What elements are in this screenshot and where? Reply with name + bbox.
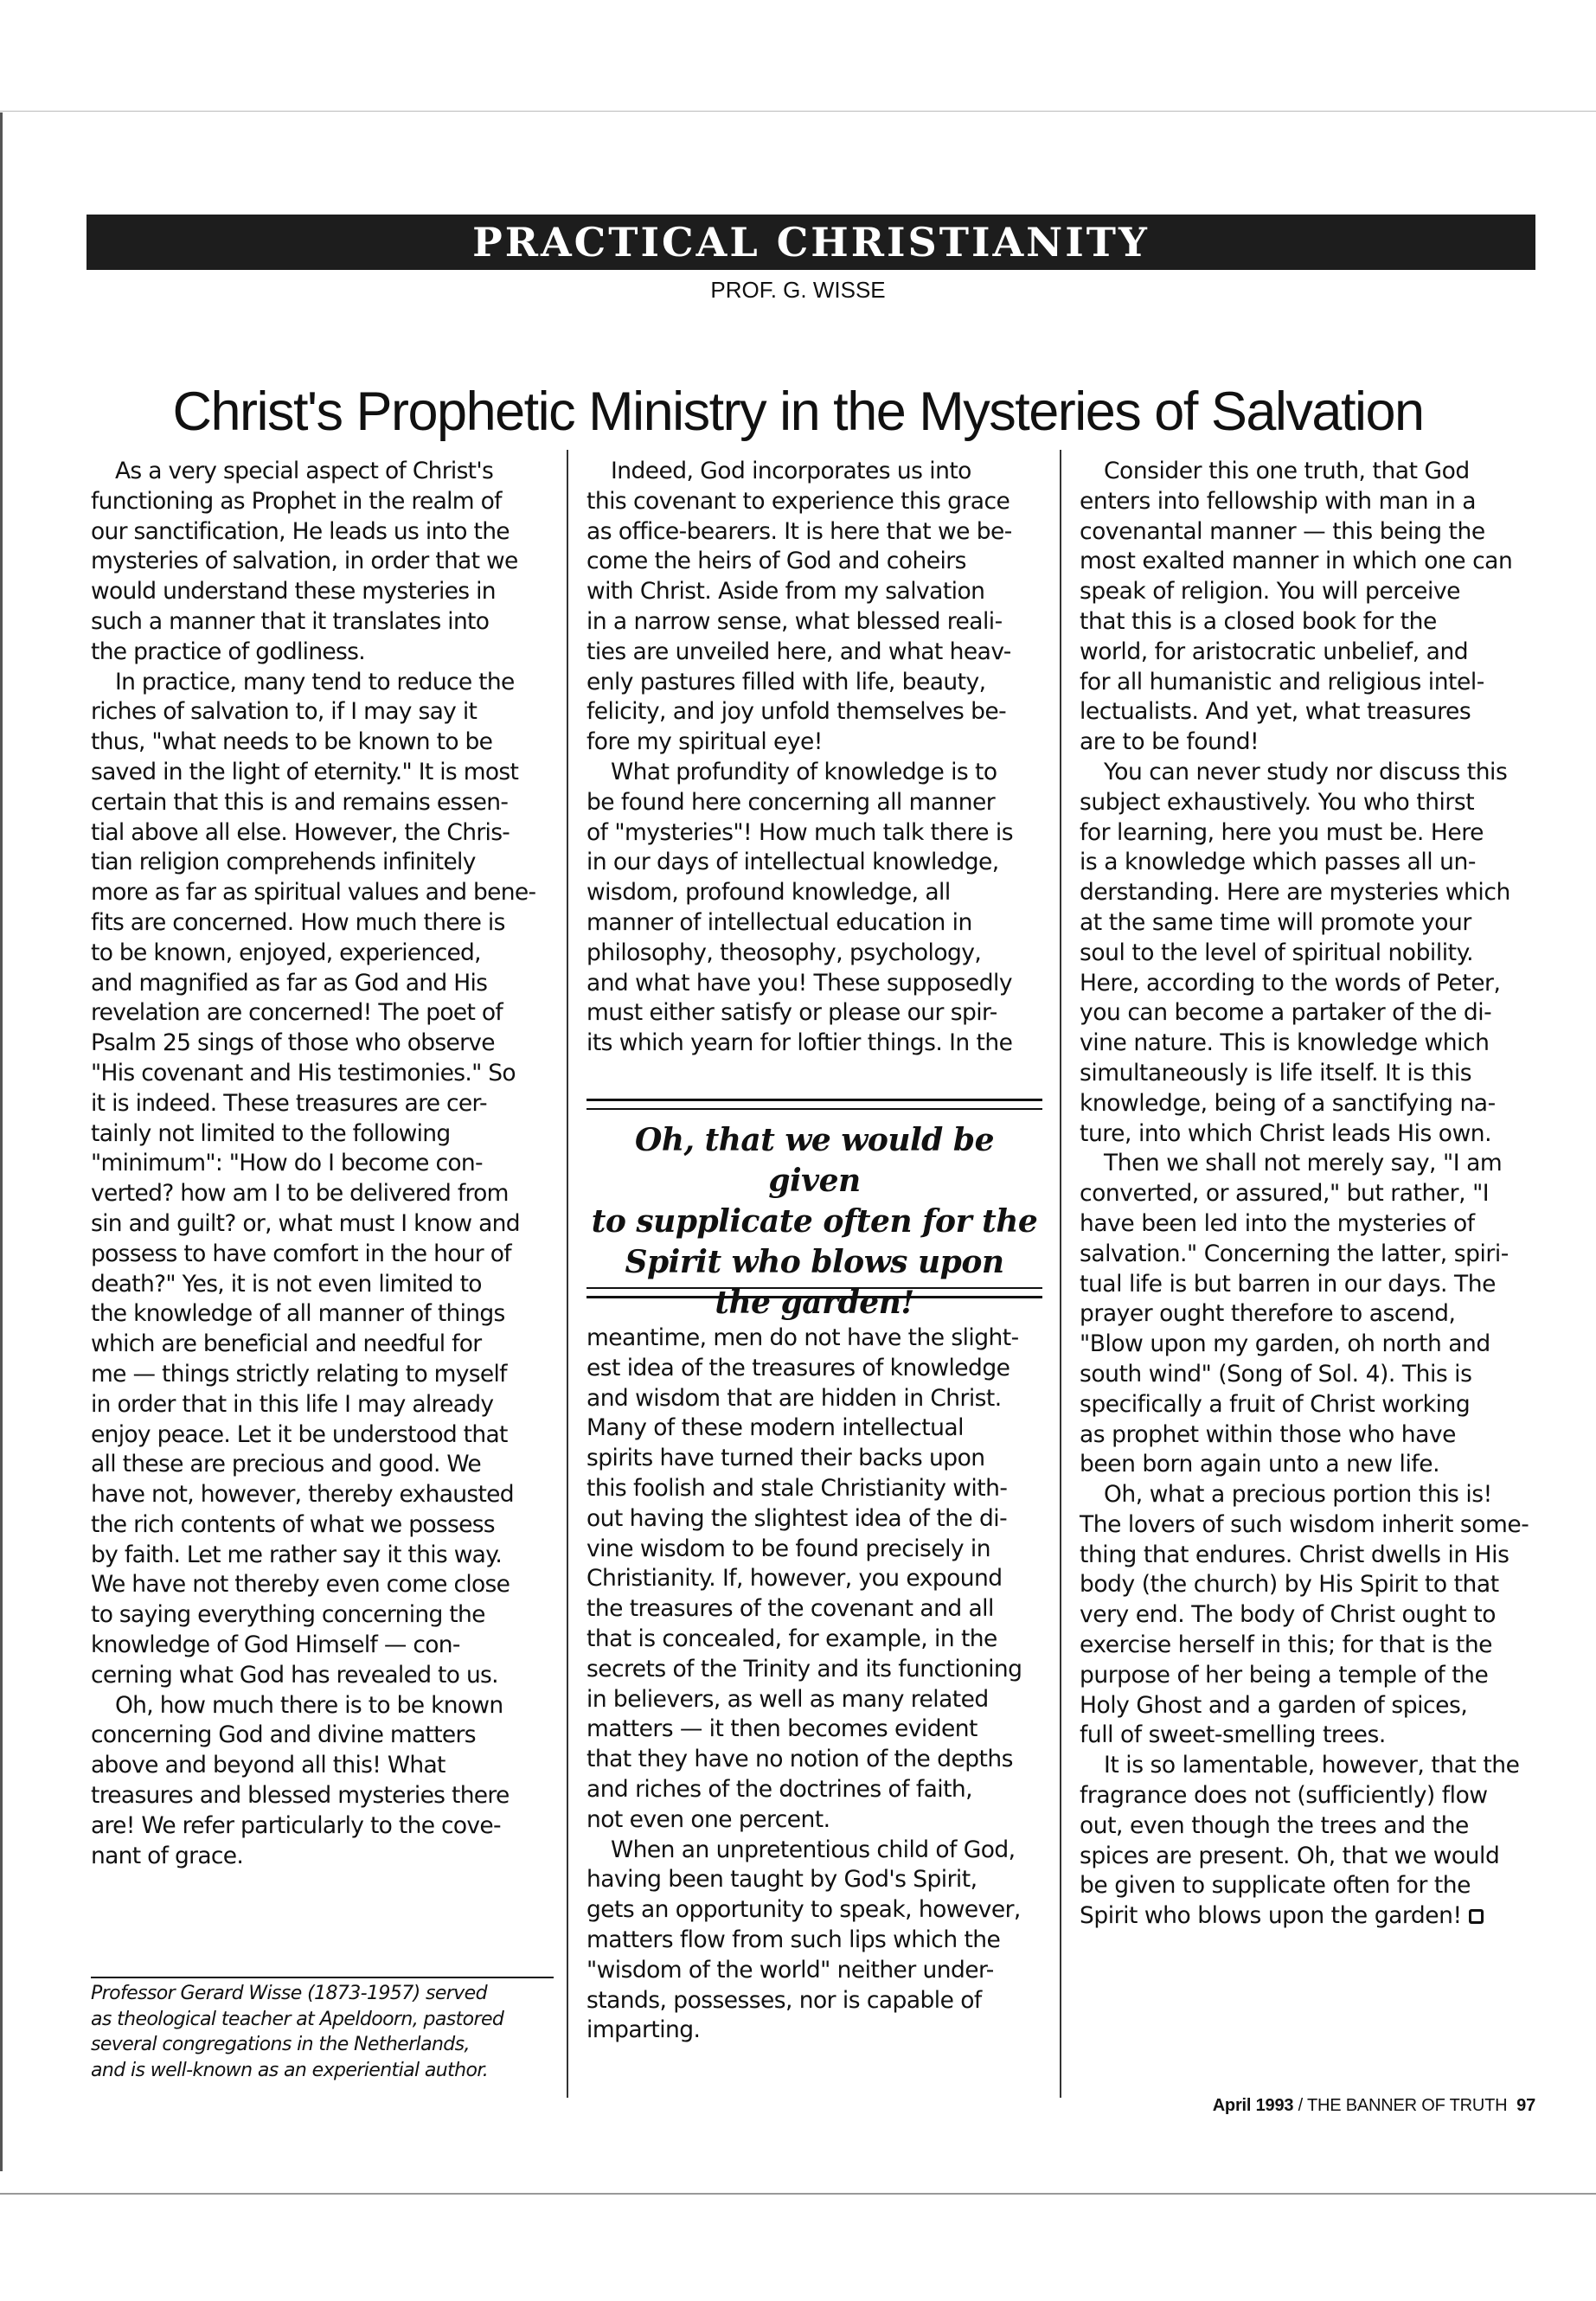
last-text-line bbox=[1080, 1901, 1538, 1932]
text-line: nant of grace. bbox=[91, 1842, 244, 1869]
text-line: Holy Ghost and a garden of spices, bbox=[1080, 1691, 1468, 1719]
text-line: of "mysteries"! How much talk there is bbox=[586, 818, 1013, 846]
column-2-text-top bbox=[586, 457, 1041, 1059]
end-of-article-icon bbox=[1469, 1909, 1484, 1924]
text-line: covenantal manner — this being the bbox=[1080, 517, 1485, 545]
text-line: subject exhaustively. You who thirst bbox=[1080, 788, 1475, 816]
footer-separator: / bbox=[1293, 2096, 1308, 2115]
text-line: wisdom, profound knowledge, all bbox=[586, 879, 951, 907]
text-line: purpose of her being a temple of the bbox=[1080, 1661, 1489, 1689]
text-line: est idea of the treasures of knowledge bbox=[586, 1354, 1010, 1381]
text-line: to saying everything concerning the bbox=[91, 1601, 485, 1629]
text-line: and what have you! These supposedly bbox=[586, 969, 1012, 997]
text-line: out, even though the trees and the bbox=[1080, 1811, 1469, 1839]
column-2-text-bottom bbox=[586, 1324, 1041, 2046]
pullquote-rule-top bbox=[586, 1099, 1042, 1110]
text-line: most exalted manner in which one can bbox=[1080, 548, 1513, 575]
issue-date: April 1993 bbox=[1212, 2096, 1294, 2115]
text-line: knowledge, being of a sanctifying na- bbox=[1080, 1089, 1496, 1117]
text-line: such a manner that it translates into bbox=[91, 607, 490, 635]
text-line: verted? how am I to be delivered from bbox=[91, 1180, 509, 1208]
text-line: As a very special aspect of Christ's bbox=[115, 458, 494, 484]
text-line: You can never study nor discuss this bbox=[1104, 758, 1508, 785]
text-line: secrets of the Trinity and its functioning bbox=[586, 1655, 1022, 1682]
text-line: and riches of the doctrines of faith, bbox=[586, 1775, 973, 1803]
text-line: derstanding. Here are mysteries which bbox=[1080, 879, 1510, 907]
text-line: that this is a closed book for the bbox=[1080, 607, 1437, 635]
text-line: would understand these mysteries in bbox=[91, 578, 496, 606]
bio-line: several congregations in the Netherlands, bbox=[91, 2034, 470, 2055]
text-line: Psalm 25 sings of those who observe bbox=[91, 1029, 495, 1057]
text-line: functioning as Prophet in the realm of bbox=[91, 487, 502, 515]
text-line: revelation are concerned! The poet of bbox=[91, 999, 503, 1027]
text-line: as office-bearers. It is here that we be- bbox=[586, 517, 1012, 545]
text-line: lectualists. And yet, what treasures bbox=[1080, 698, 1471, 726]
text-line: the knowledge of all manner of things bbox=[91, 1300, 505, 1328]
scan-bottom-edge bbox=[0, 2193, 1596, 2195]
column-3-text bbox=[1080, 457, 1538, 1932]
text-line: speak of religion. You will perceive bbox=[1080, 578, 1461, 606]
bio-rule bbox=[91, 1977, 554, 1978]
text-line: its which yearn for loftier things. In the bbox=[586, 1029, 1013, 1057]
text-line: and wisdom that are hidden in Christ. bbox=[586, 1384, 1002, 1412]
text-line: enly pastures filled with life, beauty, bbox=[586, 668, 986, 695]
text-line: me — things strictly relating to myself bbox=[91, 1360, 507, 1388]
pullquote-line: to supplicate often for the bbox=[591, 1203, 1038, 1240]
text-line: full of sweet-smelling trees. bbox=[1080, 1721, 1386, 1749]
text-line: body (the church) by His Spirit to that bbox=[1080, 1571, 1499, 1599]
pullquote-rule-bottom bbox=[586, 1287, 1042, 1298]
text-line: "Blow upon my garden, oh north and bbox=[1080, 1330, 1490, 1358]
pullquote-line: the garden! bbox=[715, 1285, 914, 1321]
text-line: it is indeed. These treasures are cer- bbox=[91, 1089, 487, 1117]
text-line: enters into fellowship with man in a bbox=[1080, 487, 1477, 515]
text-line: thing that endures. Christ dwells in His bbox=[1080, 1541, 1509, 1568]
text-line: prayer ought therefore to ascend, bbox=[1080, 1300, 1456, 1328]
text-line: vine wisdom to be found precisely in bbox=[586, 1535, 990, 1562]
text-line: be given to supplicate often for the bbox=[1080, 1872, 1471, 1900]
text-line: Many of these modern intellectual bbox=[586, 1414, 964, 1442]
text-line: are to be found! bbox=[1080, 728, 1259, 756]
text-line: and magnified as far as God and His bbox=[91, 969, 488, 997]
text-line: come the heirs of God and coheirs bbox=[586, 548, 966, 575]
text-line: with Christ. Aside from my salvation bbox=[586, 578, 985, 606]
text-line: spirits have turned their backs upon bbox=[586, 1445, 985, 1472]
text-line: We have not thereby even come close bbox=[91, 1571, 510, 1599]
text-line: ture, into which Christ leads His own. bbox=[1080, 1119, 1492, 1147]
text-line: the practice of godliness. bbox=[91, 638, 365, 665]
column-1-text bbox=[91, 457, 549, 1871]
text-line: It is so lamentable, however, that the bbox=[1104, 1752, 1520, 1779]
text-line: Christianity. If, however, you expound bbox=[586, 1565, 1003, 1593]
bio-line: Professor Gerard Wisse (1873-1957) served bbox=[91, 1983, 487, 2004]
column-divider bbox=[1060, 450, 1061, 2098]
page-footer bbox=[1038, 2093, 1535, 2118]
text-line: all these are precious and good. We bbox=[91, 1451, 481, 1478]
text-line: above and beyond all this! What bbox=[91, 1752, 445, 1779]
text-line: to be known, enjoyed, experienced, bbox=[91, 939, 481, 966]
text-line: When an unpretentious child of God, bbox=[611, 1836, 1016, 1863]
text-line: fragrance does not (sufficiently) flow bbox=[1080, 1782, 1488, 1810]
text-line: converted, or assured," but rather, "I bbox=[1080, 1180, 1490, 1208]
text-line: are! We refer particularly to the cove- bbox=[91, 1811, 501, 1839]
text-line: in believers, as well as many related bbox=[586, 1685, 989, 1713]
text-line: this foolish and stale Christianity with- bbox=[586, 1474, 1008, 1502]
text-line: imparting. bbox=[586, 2016, 701, 2044]
text-line: specifically a fruit of Christ working bbox=[1080, 1390, 1471, 1418]
text-line: enjoy peace. Let it be understood that bbox=[91, 1420, 508, 1448]
text-line: more as far as spiritual values and bene- bbox=[91, 879, 536, 907]
text-line: matters flow from such lips which the bbox=[586, 1926, 1001, 1953]
text-line: felicity, and joy unfold themselves be- bbox=[586, 698, 1007, 726]
author-byline: PROF. G. WISSE bbox=[710, 277, 886, 303]
text-line: saved in the light of eternity." It is most bbox=[91, 758, 519, 785]
text-line: Oh, how much there is to be known bbox=[115, 1691, 503, 1719]
text-line: vine nature. This is knowledge which bbox=[1080, 1029, 1490, 1057]
text-line: the treasures of the covenant and all bbox=[586, 1595, 994, 1623]
text-line: ties are unveiled here, and what heav- bbox=[586, 638, 1011, 665]
text-line: very end. The body of Christ ought to bbox=[1080, 1601, 1496, 1629]
text-line: fore my spiritual eye! bbox=[586, 728, 823, 756]
text-line: in a narrow sense, what blessed reali- bbox=[586, 607, 1003, 635]
text-line: sin and guilt? or, what must I know and bbox=[91, 1209, 520, 1237]
text-line: meantime, men do not have the slight- bbox=[586, 1324, 1019, 1351]
text-line: knowledge of God Himself — con- bbox=[91, 1631, 460, 1659]
text-line: that they have no notion of the depths bbox=[586, 1746, 1013, 1773]
text-line: possess to have comfort in the hour of bbox=[91, 1240, 511, 1267]
section-banner: PRACTICAL CHRISTIANITY bbox=[87, 215, 1535, 270]
page-number: 97 bbox=[1516, 2096, 1535, 2115]
text-line: have been led into the mysteries of bbox=[1080, 1209, 1475, 1237]
text-line: that is concealed, for example, in the bbox=[586, 1625, 997, 1652]
text-line: Indeed, God incorporates us into bbox=[611, 458, 971, 484]
text-line: riches of salvation to, if I may say it bbox=[91, 698, 478, 726]
text-line: for all humanistic and religious intel- bbox=[1080, 668, 1484, 695]
text-line: our sanctification, He leads us into the bbox=[91, 517, 510, 545]
text-line: at the same time will promote your bbox=[1080, 908, 1471, 936]
text-line: thus, "what needs to be known to be bbox=[91, 728, 493, 756]
text-line: by faith. Let me rather say it this way. bbox=[91, 1541, 503, 1568]
text-line: fits are concerned. How much there is bbox=[91, 908, 505, 936]
text-line: the rich contents of what we possess bbox=[91, 1510, 495, 1538]
text-line: must either satisfy or please our spir- bbox=[586, 999, 997, 1027]
text-line: tainly not limited to the following bbox=[91, 1119, 451, 1147]
text-line: in order that in this life I may already bbox=[91, 1390, 494, 1418]
text-line: not even one percent. bbox=[586, 1805, 830, 1833]
article-title: Christ's Prophetic Ministry in the Mysteries of Salvation bbox=[172, 381, 1424, 442]
text-line: What profundity of knowledge is to bbox=[611, 758, 997, 785]
text-line: be found here concerning all manner bbox=[586, 788, 996, 816]
text-line: "His covenant and His testimonies." So bbox=[91, 1059, 516, 1086]
author-bio bbox=[91, 1981, 558, 2083]
text-line: philosophy, theosophy, psychology, bbox=[586, 939, 982, 966]
text-line: "minimum": "How do I become con- bbox=[91, 1150, 483, 1177]
text-line: for learning, here you must be. Here bbox=[1080, 818, 1484, 846]
text-line: gets an opportunity to speak, however, bbox=[586, 1896, 1021, 1924]
text-line: death?" Yes, it is not even limited to bbox=[91, 1270, 482, 1298]
text-line: having been taught by God's Spirit, bbox=[586, 1866, 977, 1894]
text-line: soul to the level of spiritual nobility. bbox=[1080, 939, 1474, 966]
text-line: which are beneficial and needful for bbox=[91, 1330, 482, 1358]
pullquote-line: Oh, that we would be given bbox=[635, 1122, 994, 1199]
text-line: in our days of intellectual knowledge, bbox=[586, 849, 999, 876]
text-line: south wind" (Song of Sol. 4). This is bbox=[1080, 1360, 1472, 1388]
text-line: spices are present. Oh, that we would bbox=[1080, 1842, 1500, 1869]
scan-top-edge bbox=[0, 111, 1596, 112]
text-line: is a knowledge which passes all un- bbox=[1080, 849, 1476, 876]
text-line: tial above all else. However, the Chris- bbox=[91, 818, 510, 846]
text-line: simultaneously is life itself. It is this bbox=[1080, 1059, 1472, 1086]
text-line: out having the slightest idea of the di- bbox=[586, 1504, 1008, 1532]
text-line: world, for aristocratic unbelief, and bbox=[1080, 638, 1469, 665]
text-line: concerning God and divine matters bbox=[91, 1721, 476, 1749]
text-line: matters — it then becomes evident bbox=[586, 1715, 977, 1743]
text-line: manner of intellectual education in bbox=[586, 908, 972, 936]
text-line: been born again unto a new life. bbox=[1080, 1451, 1440, 1478]
text-line-content: Spirit who blows upon the garden! bbox=[1080, 1902, 1462, 1930]
pullquote-line: Spirit who blows upon bbox=[625, 1244, 1004, 1280]
text-line: salvation." Concerning the latter, spiri- bbox=[1080, 1240, 1509, 1267]
text-line: Oh, what a precious portion this is! bbox=[1104, 1481, 1492, 1509]
text-line: this covenant to experience this grace bbox=[586, 487, 1010, 515]
text-line: mysteries of salvation, in order that we bbox=[91, 548, 518, 575]
text-line: tual life is but barren in our days. The bbox=[1080, 1270, 1496, 1298]
text-line: as prophet within those who have bbox=[1080, 1420, 1457, 1448]
text-line: have not, however, thereby exhausted bbox=[91, 1481, 514, 1509]
text-line: treasures and blessed mysteries there bbox=[91, 1782, 510, 1810]
text-line: tian religion comprehends infinitely bbox=[91, 849, 476, 876]
text-line: Consider this one truth, that God bbox=[1104, 458, 1470, 484]
text-line: In practice, many tend to reduce the bbox=[115, 668, 515, 695]
text-line: Then we shall not merely say, "I am bbox=[1104, 1150, 1503, 1177]
text-line: The lovers of such wisdom inherit some- bbox=[1080, 1510, 1529, 1538]
text-line: exercise herself in this; for that is the bbox=[1080, 1631, 1493, 1659]
bio-line: as theological teacher at Apeldoorn, pastored bbox=[91, 2008, 504, 2030]
bio-line: and is well-known as an experiential author. bbox=[91, 2059, 489, 2081]
text-line: Here, according to the words of Peter, bbox=[1080, 969, 1501, 997]
text-line: stands, possesses, nor is capable of bbox=[586, 1986, 982, 2014]
column-divider bbox=[567, 450, 568, 2098]
text-line: cerning what God has revealed to us. bbox=[91, 1661, 498, 1689]
text-line: certain that this is and remains essen- bbox=[91, 788, 509, 816]
text-line: you can become a partaker of the di- bbox=[1080, 999, 1492, 1027]
magazine-name: THE BANNER OF TRUTH bbox=[1307, 2096, 1508, 2115]
text-line: "wisdom of the world" neither under- bbox=[586, 1956, 994, 1984]
